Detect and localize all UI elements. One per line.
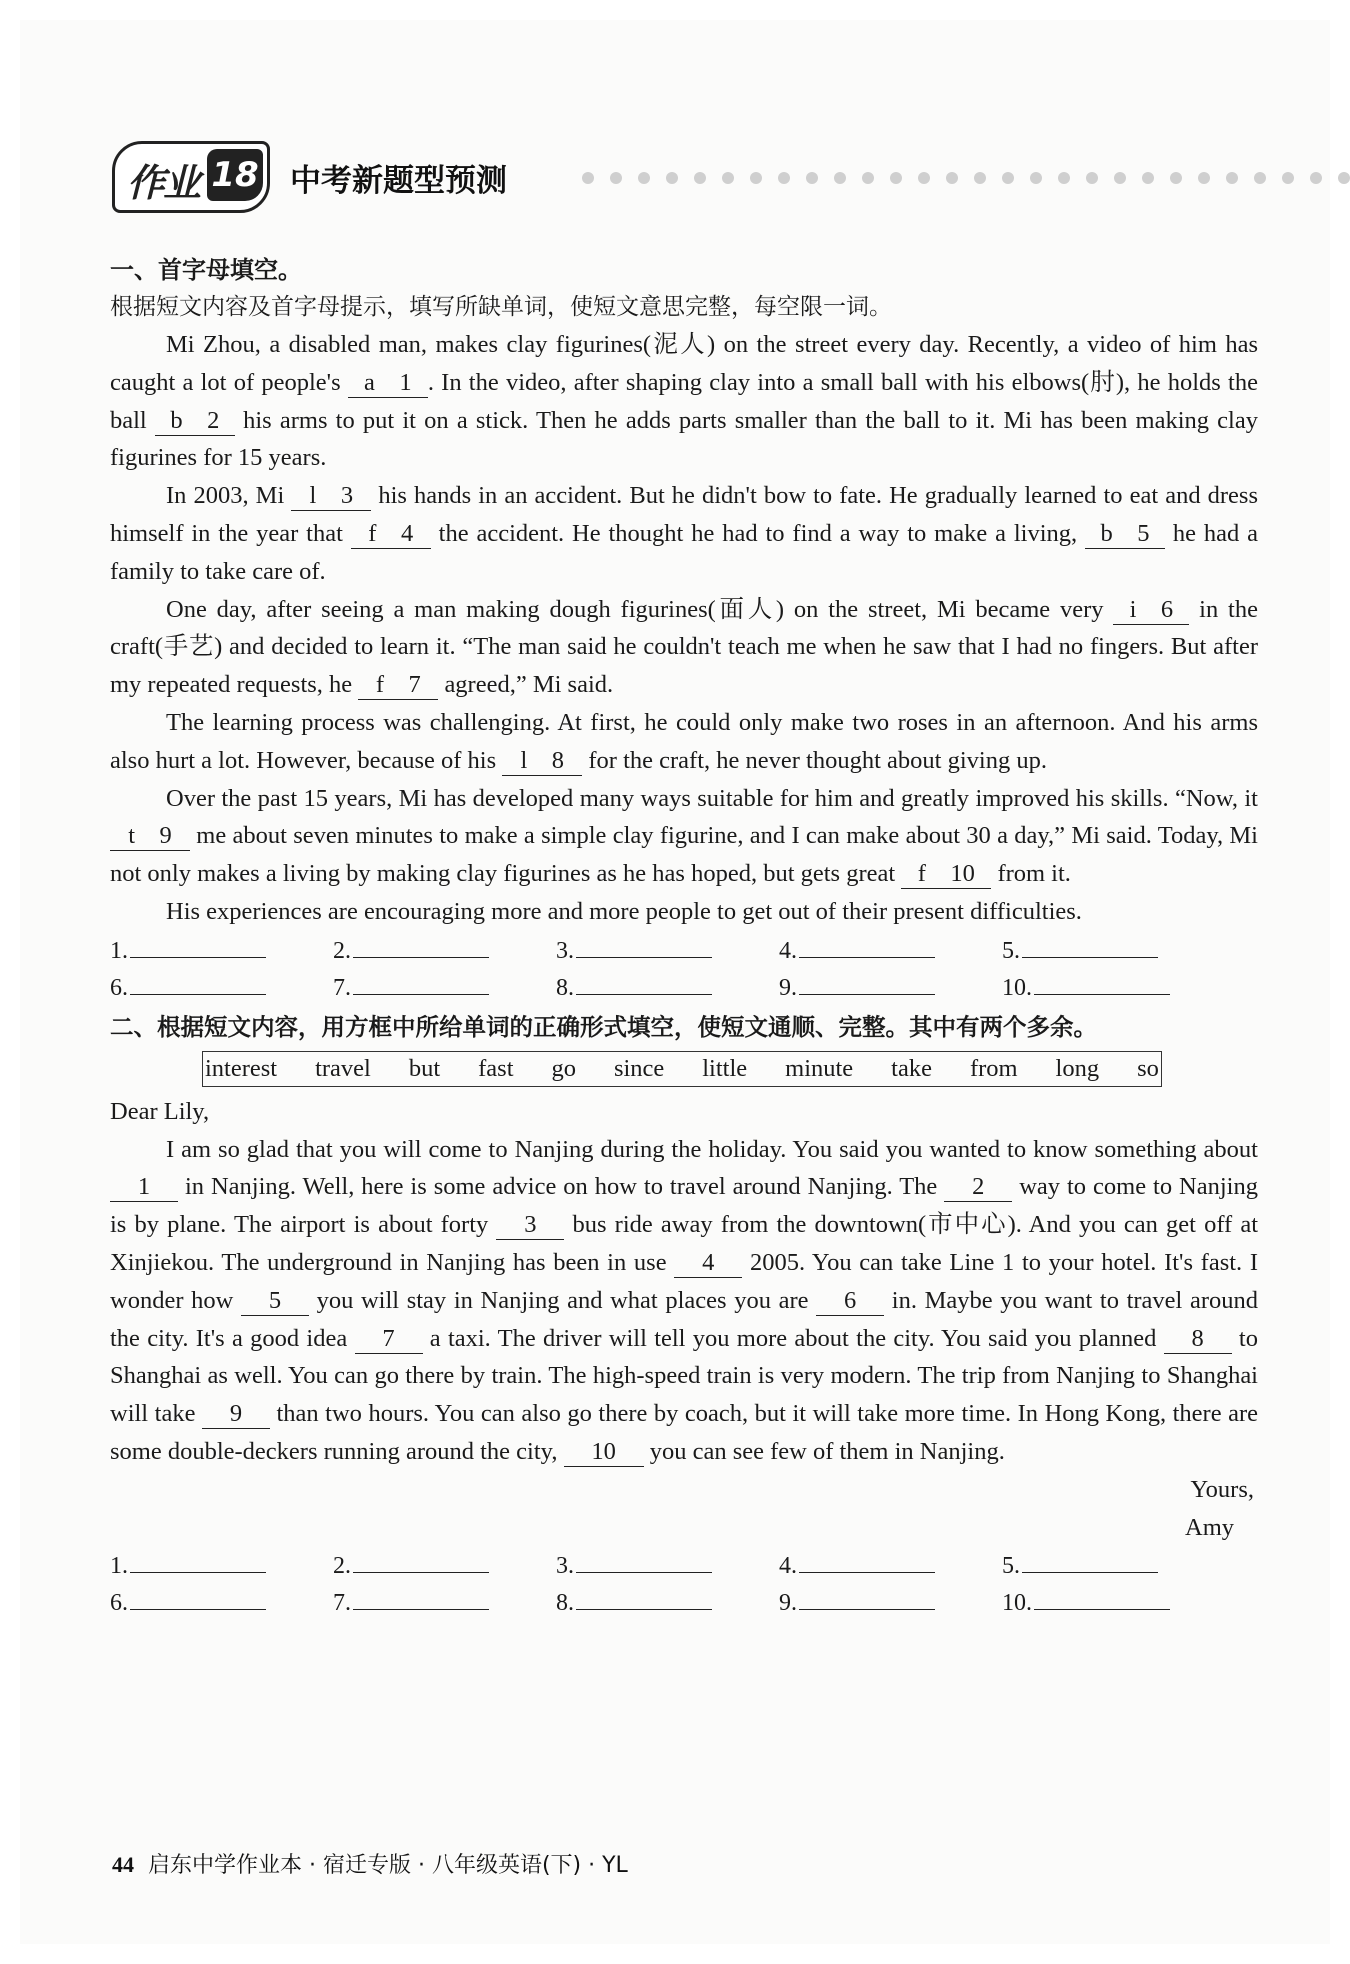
word-bank-item: little [702,1054,748,1082]
dot-decoration [1254,172,1266,184]
passage-paragraph: Mi Zhou, a disabled man, makes clay figurines(泥人) on the street every day. Recently, a video of him has caught a lot of people's a 1 . In the video, after shaping clay into a small ball with his elbows(肘), he holds the ball b 2 his arms to put it on a stick. Then he adds parts smaller than the ball to it. Mi has been making clay figurines for 15 years. [110,331,1258,472]
dot-decoration [610,172,622,184]
fill-in-blank[interactable]: 5 [241,1287,309,1316]
answer-number: 8. [556,974,574,1001]
page-title: 中考新题型预测 [290,163,507,199]
word-bank-item: fast [478,1054,514,1082]
dot-decoration [582,172,594,184]
dot-decoration [1338,172,1350,184]
answer-number: 6. [110,1590,128,1617]
word-bank-item: travel [315,1054,371,1082]
dot-decoration [1030,172,1042,184]
answer-line[interactable] [353,1608,489,1610]
dot-decoration [834,172,846,184]
letter-closing: Yours, [1190,1475,1254,1503]
dot-decoration [862,172,874,184]
answer-number: 5. [1002,937,1020,964]
answer-line[interactable] [799,956,935,958]
dot-decoration [638,172,650,184]
fill-in-blank[interactable]: f 10 [901,860,991,889]
answer-item [1002,1585,1225,1622]
answer-line[interactable] [353,956,489,958]
dot-decoration [1114,172,1126,184]
answer-number: 10. [1002,1590,1032,1617]
answer-item [110,970,333,1007]
answer-line[interactable] [1022,1571,1158,1573]
fill-in-blank[interactable]: i 6 [1113,596,1189,625]
word-bank-item: interest [205,1054,278,1082]
answer-item [333,933,556,970]
answer-item [779,1548,1002,1585]
dot-decoration [778,172,790,184]
answer-item [110,933,333,970]
answer-line[interactable] [1034,1608,1170,1610]
answer-line[interactable] [799,993,935,995]
answer-line[interactable] [576,1608,712,1610]
answer-line[interactable] [353,993,489,995]
fill-in-blank[interactable]: 3 [496,1211,564,1240]
word-bank-item: so [1137,1054,1159,1082]
answer-line[interactable] [576,993,712,995]
answer-number: 3. [556,937,574,964]
answer-number: 6. [110,974,128,1001]
dot-decoration [1170,172,1182,184]
answer-line[interactable] [1034,993,1170,995]
section1-heading: 一、首字母填空。 [110,256,302,284]
fill-in-blank[interactable]: 6 [816,1287,884,1316]
page-header [112,135,1332,215]
answer-item [556,933,779,970]
answer-line[interactable] [1022,956,1158,958]
dot-decoration [974,172,986,184]
answer-item [779,970,1002,1007]
dot-decoration [806,172,818,184]
answer-number: 8. [556,1590,574,1617]
fill-in-blank[interactable]: 4 [674,1249,742,1278]
answer-line[interactable] [130,1608,266,1610]
fill-in-blank[interactable]: 8 [1164,1325,1232,1354]
answer-item [333,970,556,1007]
fill-in-blank[interactable]: l 3 [291,482,371,511]
dot-decoration [1282,172,1294,184]
dot-decoration [1086,172,1098,184]
answer-item [110,1585,333,1622]
answer-line[interactable] [799,1608,935,1610]
dot-decoration [1310,172,1322,184]
fill-in-blank[interactable]: b 2 [155,407,235,436]
dot-decoration [1058,172,1070,184]
answer-line[interactable] [353,1571,489,1573]
badge-number: 18 [207,149,263,201]
answer-number: 3. [556,1553,574,1580]
answer-item [1002,1548,1225,1585]
answer-number: 5. [1002,1553,1020,1580]
answer-item [1002,970,1225,1007]
letter-signature: Amy [1185,1513,1234,1541]
answer-item [333,1585,556,1622]
passage-paragraph: In 2003, Mi l 3 his hands in an accident. But he didn't bow to fate. He gradually learned to eat and dress himself in the year that f 4 the accident. He thought he had to find a way to make a living, b 5 he had a family to take care of. [110,482,1259,585]
answer-number: 4. [779,1553,797,1580]
section1-answer-grid [110,933,1258,1007]
badge-label: 作业 [127,161,200,205]
word-bank-item: long [1055,1054,1100,1082]
answer-number: 9. [779,974,797,1001]
word-bank-item: minute [785,1054,854,1082]
main-content [110,252,1258,1624]
dot-decoration [666,172,678,184]
section2-heading: 二、根据短文内容，用方框中所给单词的正确形式填空，使短文通顺、完整。其中有两个多余。 [110,1012,1097,1041]
fill-in-blank[interactable]: 7 [355,1325,423,1354]
word-bank-item: since [613,1054,665,1082]
answer-item [556,1548,779,1585]
fill-in-blank[interactable]: 2 [944,1173,1012,1202]
dot-decoration [890,172,902,184]
word-bank-item: but [408,1054,441,1082]
dot-decoration [1002,172,1014,184]
answer-line[interactable] [576,956,712,958]
dot-decoration [722,172,734,184]
answer-number: 1. [110,937,128,964]
answer-number: 9. [779,1590,797,1617]
answer-line[interactable] [799,1571,935,1573]
fill-in-blank[interactable]: f 4 [351,520,431,549]
passage-paragraph: Over the past 15 years, Mi has developed many ways suitable for him and greatly improved his skills. “Now, it t 9 me about seven minutes to make a simple clay figurine, and I can make about 30 a day,” Mi said. Today, Mi not only makes a living by making clay figurines as he has hoped, but gets great f 10 from it. [110,784,1258,888]
dot-decoration [1142,172,1154,184]
letter-greeting: Dear Lily, [110,1097,210,1125]
page-number: 44 [112,1852,134,1877]
answer-item [333,1548,556,1585]
fill-in-blank[interactable]: f 7 [358,671,438,700]
fill-in-blank[interactable]: 10 [564,1438,644,1467]
answer-number: 2. [333,1553,351,1580]
section2-answer-grid [110,1548,1258,1622]
dot-decoration [918,172,930,184]
footer-text: 启东中学作业本 · 宿迁专版 · 八年级英语(下) · YL [148,1853,628,1878]
passage-paragraph: One day, after seeing a man making dough figurines(面人) on the street, Mi became very i 6 in the craft(手艺) and decided to learn it. “The man said he couldn't teach me when he saw that I had no fingers. But after my repeated requests, he f 7 agreed,” Mi said. [110,595,1258,699]
fill-in-blank[interactable]: 1 [110,1173,178,1202]
letter-body: I am so glad that you will come to Nanjing during the holiday. You said you wanted to know something about 1 in Nanjing. Well, here is some advice on how to travel around Nanjing. The 2 way to come to Nanjing is by plane. The airport is about forty 3 bus ride away from the downtown(市中心). And you can get off at Xinjiekou. The underground in Nanjing has been in use 4 2005. You can take Line 1 to your hotel. It's fast. I wonder how 5 you will stay in Nanjing and what places you are 6 in. Maybe you want to travel around the city. It's a good idea 7 a taxi. The driver will tell you more about the city. You said you planned 8 to Shanghai as well. You can go there by train. The high-speed train is very modern. The trip from Nanjing to Shanghai will take 9 than two hours. You can also go there by coach, but it will take more time. In Hong Kong, there are some double-deckers running around the city, 10 you can see few of them in Nanjing. [110,1135,1259,1465]
dot-decoration [1198,172,1210,184]
answer-item [779,933,1002,970]
page-footer [112,1848,628,1879]
word-bank-box [202,1051,1162,1087]
dot-decoration [1226,172,1238,184]
fill-in-blank[interactable]: t 9 [110,822,190,851]
answer-number: 1. [110,1553,128,1580]
homework-badge [112,141,270,213]
answer-item [110,1548,333,1585]
section1-passage [110,326,1258,931]
answer-item [556,1585,779,1622]
answer-item [556,970,779,1007]
answer-number: 7. [333,1590,351,1617]
passage-paragraph: His experiences are encouraging more and more people to get out of their present difficulties. [166,897,1082,925]
dot-decoration [694,172,706,184]
answer-line[interactable] [130,956,266,958]
answer-item [1002,933,1225,970]
answer-line[interactable] [130,1571,266,1573]
decorative-dots [582,171,1350,185]
fill-in-blank[interactable]: l 8 [502,747,582,776]
word-bank-item: from [969,1054,1018,1082]
answer-line[interactable] [576,1571,712,1573]
fill-in-blank[interactable]: a 1 [348,369,428,398]
answer-line[interactable] [130,993,266,995]
word-bank-item: take [891,1054,932,1082]
answer-number: 4. [779,937,797,964]
section1-instruction: 根据短文内容及首字母提示，填写所缺单词，使短文意思完整，每空限一词。 [110,294,892,320]
word-bank-item: go [551,1054,576,1082]
answer-number: 7. [333,974,351,1001]
answer-item [779,1585,1002,1622]
dot-decoration [750,172,762,184]
passage-paragraph: The learning process was challenging. At first, he could only make two roses in an afternoon. And his arms also hurt a lot. However, because of his l 8 for the craft, he never thought about giving up. [110,708,1258,774]
answer-number: 2. [333,937,351,964]
dot-decoration [946,172,958,184]
fill-in-blank[interactable]: b 5 [1085,520,1165,549]
fill-in-blank[interactable]: 9 [202,1400,270,1429]
answer-number: 10. [1002,974,1032,1001]
